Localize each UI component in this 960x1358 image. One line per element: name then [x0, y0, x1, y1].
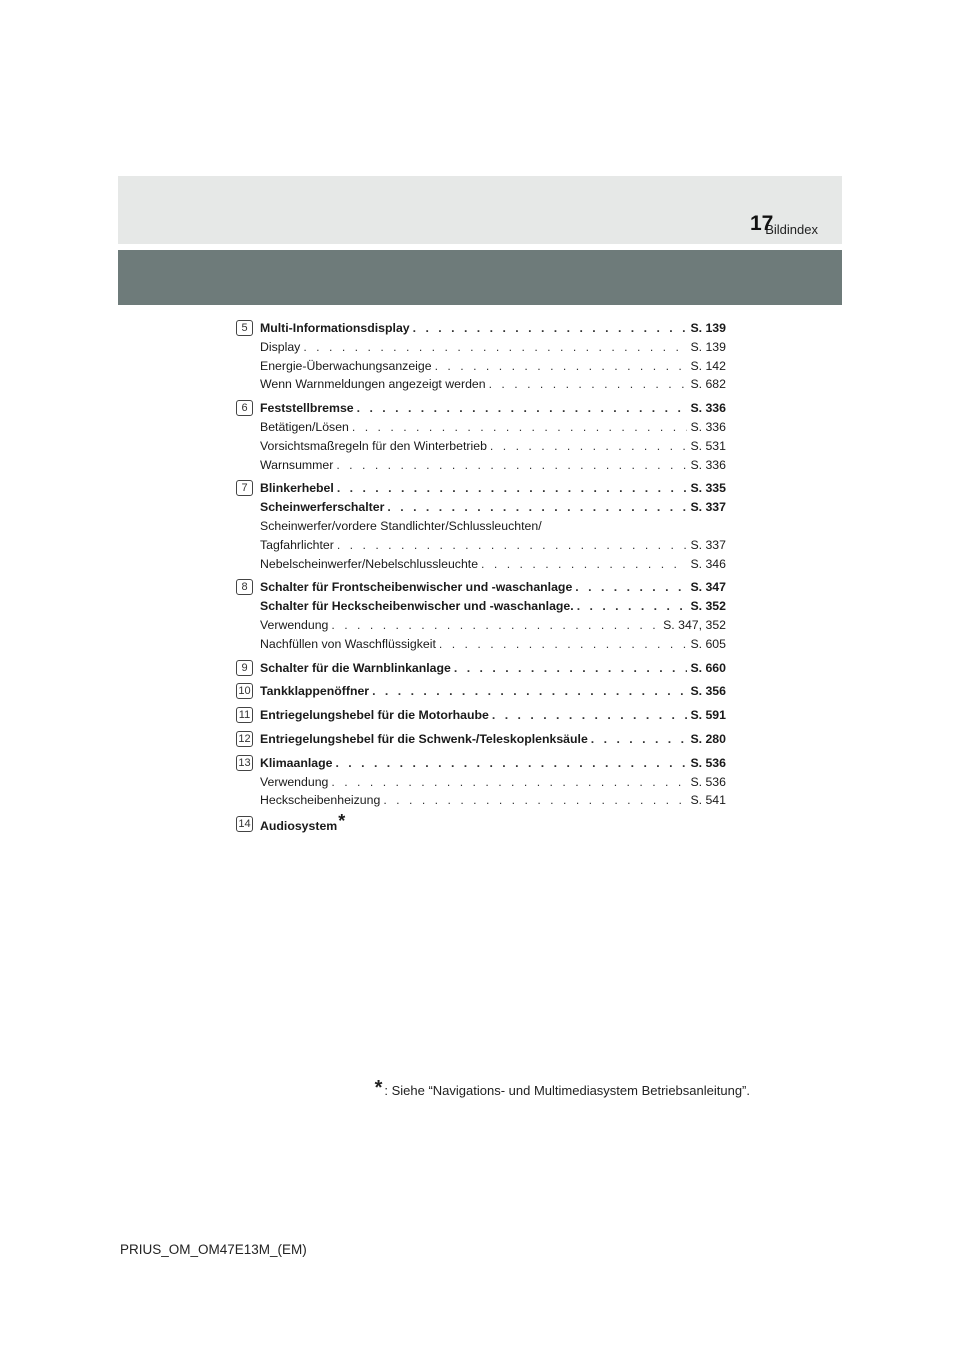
dot-leader	[435, 357, 688, 376]
page-reference[interactable]: S. 337	[690, 537, 726, 552]
entry-label: Display	[260, 339, 301, 354]
footnote	[374, 1077, 750, 1106]
page-number: 17	[750, 212, 774, 235]
page-reference[interactable]: S. 336	[690, 457, 726, 472]
index-entry[interactable]	[260, 555, 726, 574]
callout-number-badge: 11	[236, 707, 253, 723]
section-title: Bildindex	[765, 222, 818, 237]
page-reference[interactable]: S. 356	[690, 684, 726, 699]
entry-label: Energie-Überwachungsanzeige	[260, 358, 432, 373]
index-entry[interactable]	[260, 437, 726, 456]
index-entry[interactable]	[260, 791, 726, 810]
index-entry[interactable]	[260, 682, 726, 701]
callout-number-badge: 13	[236, 755, 253, 771]
entry-label: Scheinwerfer/vordere Standlichter/Schlussleuchten/	[260, 518, 542, 533]
index-entry[interactable]	[260, 399, 726, 418]
index-entry[interactable]	[260, 418, 726, 437]
dot-leader	[492, 706, 688, 725]
entry-label: Klimaanlage	[260, 755, 333, 770]
page-reference[interactable]: S. 541	[690, 793, 726, 808]
index-entry[interactable]	[260, 773, 726, 792]
dot-leader	[336, 456, 687, 475]
page-reference[interactable]: S. 347	[690, 580, 726, 595]
page-reference[interactable]: S. 142	[690, 358, 726, 373]
page-reference[interactable]: S. 347, 352	[663, 617, 726, 632]
page-reference[interactable]: S. 660	[690, 660, 726, 675]
entry-label: Schalter für die Warnblinkanlage	[260, 660, 451, 675]
index-group	[236, 682, 726, 701]
page-reference[interactable]: S. 346	[690, 556, 726, 571]
index-entry[interactable]	[260, 635, 726, 654]
footnote-marker: *	[338, 811, 346, 832]
page-reference[interactable]: S. 139	[690, 339, 726, 354]
dot-leader	[331, 773, 687, 792]
index-entry[interactable]	[260, 479, 726, 498]
entry-label: Nachfüllen von Waschflüssigkeit	[260, 636, 436, 651]
index-entry[interactable]	[260, 357, 726, 376]
callout-number-badge: 5	[236, 320, 253, 336]
dot-leader	[335, 754, 687, 773]
dot-leader	[439, 635, 688, 654]
index-entry[interactable]	[260, 754, 726, 773]
callout-number-badge: 9	[236, 660, 253, 676]
page-reference[interactable]: S. 336	[690, 401, 726, 416]
callout-number-badge: 12	[236, 731, 253, 747]
dot-leader	[352, 418, 688, 437]
page-reference[interactable]: S. 531	[690, 438, 726, 453]
page-reference[interactable]: S. 536	[690, 774, 726, 789]
document-code: PRIUS_OM_OM47E13M_(EM)	[120, 1242, 307, 1257]
header-band	[118, 176, 842, 244]
index-entry[interactable]	[260, 811, 726, 836]
footnote-text: : Siehe “Navigations- und Multimediasystem Betriebsanleitung”.	[384, 1083, 750, 1098]
entry-label: Verwendung	[260, 617, 329, 632]
index-group	[236, 659, 726, 678]
index-entry[interactable]	[260, 659, 726, 678]
page-reference[interactable]: S. 352	[690, 599, 726, 614]
page-reference[interactable]: S. 337	[690, 500, 726, 515]
index-group	[236, 319, 726, 394]
dot-leader	[591, 730, 688, 749]
entry-label: Scheinwerferschalter	[260, 500, 385, 515]
index-entry[interactable]	[260, 375, 726, 394]
page-reference[interactable]: S. 591	[690, 708, 726, 723]
index-list	[236, 319, 726, 841]
index-entry[interactable]	[260, 730, 726, 749]
entry-label: Schalter für Frontscheibenwischer und -waschanlage	[260, 580, 573, 595]
index-entry[interactable]	[260, 616, 726, 635]
entry-label: Blinkerhebel	[260, 481, 334, 496]
dot-leader	[337, 479, 688, 498]
dot-leader	[357, 399, 688, 418]
index-entry[interactable]	[260, 517, 726, 536]
callout-number-badge: 10	[236, 683, 253, 699]
index-group	[236, 399, 726, 474]
index-entry[interactable]	[260, 578, 726, 597]
dot-leader	[383, 791, 687, 810]
callout-number-badge: 7	[236, 480, 253, 496]
index-entry[interactable]	[260, 706, 726, 725]
page-reference[interactable]: S. 280	[690, 731, 726, 746]
page-reference[interactable]: S. 605	[690, 636, 726, 651]
entry-label: Feststellbremse	[260, 401, 354, 416]
dot-leader	[489, 375, 688, 394]
dot-leader	[490, 437, 688, 456]
dot-leader	[577, 597, 688, 616]
entry-label: Entriegelungshebel für die Motorhaube	[260, 708, 489, 723]
callout-number-badge: 6	[236, 400, 253, 416]
entry-label: Warnsummer	[260, 457, 334, 472]
entry-label: Audiosystem	[260, 819, 338, 834]
index-group	[236, 479, 726, 573]
page-reference[interactable]: S. 336	[690, 419, 726, 434]
dot-leader	[303, 338, 687, 357]
index-group	[236, 754, 726, 810]
page-reference[interactable]: S. 335	[690, 481, 726, 496]
entry-label: Wenn Warnmeldungen angezeigt werden	[260, 377, 486, 392]
index-entry[interactable]	[260, 319, 726, 338]
entry-label: Verwendung	[260, 774, 329, 789]
index-entry[interactable]	[260, 338, 726, 357]
dot-leader	[331, 616, 660, 635]
index-group	[236, 706, 726, 725]
page-reference[interactable]: S. 139	[690, 321, 726, 335]
entry-label: Vorsichtsmaßregeln für den Winterbetrieb	[260, 438, 487, 453]
page-reference[interactable]: S. 536	[690, 755, 726, 770]
index-group	[236, 730, 726, 749]
index-entry[interactable]	[260, 536, 726, 555]
footnote-star: *	[374, 1077, 383, 1099]
dot-leader	[454, 659, 688, 678]
entry-label: Entriegelungshebel für die Schwenk-/Teleskoplenksäule	[260, 731, 588, 746]
entry-label: Betätigen/Lösen	[260, 419, 349, 434]
title-bar	[118, 250, 842, 305]
dot-leader	[481, 555, 687, 574]
entry-label: Schalter für Heckscheibenwischer und -waschanlage.	[260, 599, 574, 614]
dot-leader	[413, 319, 688, 338]
entry-label: Multi-Informationsdisplay	[260, 321, 410, 335]
index-entry[interactable]	[260, 597, 726, 616]
entry-label: Tagfahrlichter	[260, 537, 334, 552]
entry-label: Nebelscheinwerfer/Nebelschlussleuchte	[260, 556, 479, 571]
dot-leader	[387, 498, 687, 517]
index-group	[236, 811, 726, 836]
callout-number-badge: 8	[236, 579, 253, 595]
entry-label: Tankklappenöffner	[260, 684, 370, 699]
index-entry[interactable]	[260, 456, 726, 475]
callout-number-badge: 14	[236, 816, 253, 832]
index-entry[interactable]	[260, 498, 726, 517]
dot-leader	[337, 536, 688, 555]
index-group	[236, 578, 726, 653]
entry-label: Heckscheibenheizung	[260, 793, 381, 808]
page-reference[interactable]: S. 682	[690, 377, 726, 392]
dot-leader	[372, 682, 687, 701]
dot-leader	[575, 578, 687, 597]
